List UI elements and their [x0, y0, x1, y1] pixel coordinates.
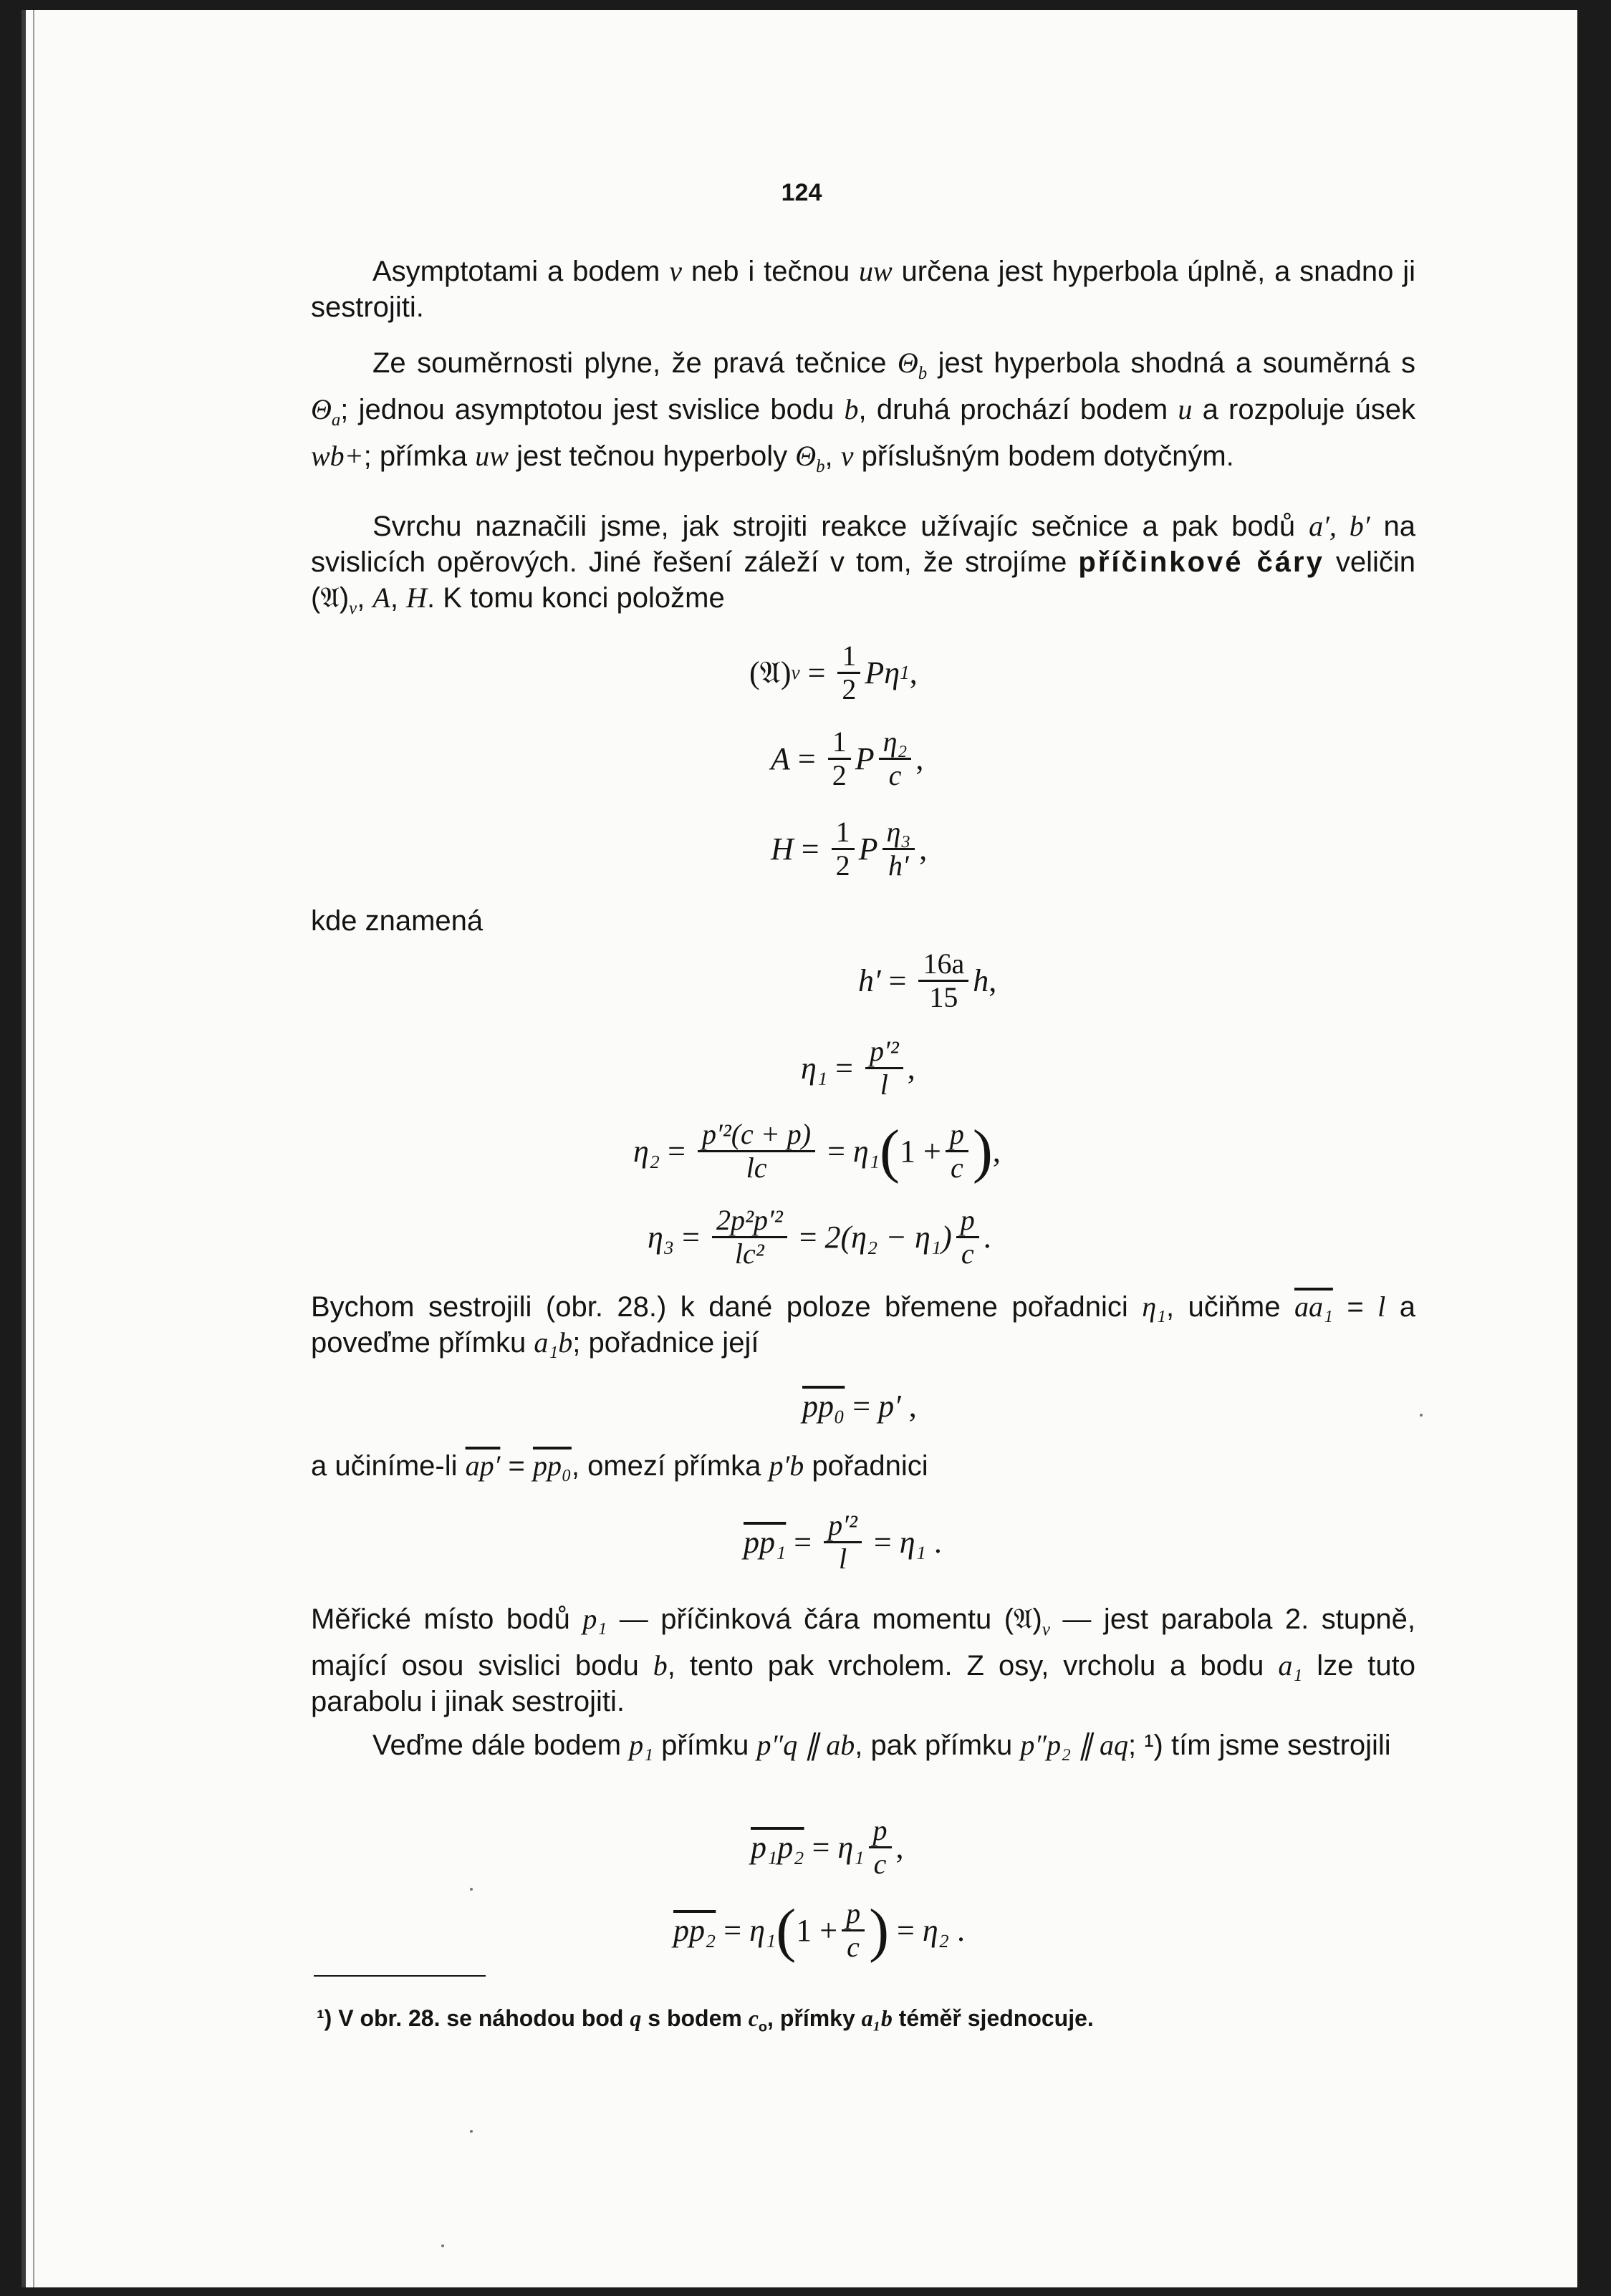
- equation-7: η₃ = $\frac{\text{2p²p′²}}{\text{lc²}}$ = 2(η₂ − η₁) $\frac{p}{c}$ .: [648, 1204, 991, 1270]
- paragraph-6: Měřické místo bodů p₁ — příčinková čára momentu $(𝔄)_v$ — jest parabola 2. stupně, mající osou svislici bodu b, tento pak vrcholem. Z osy, vrcholu a bodu a₁ lze tuto parabolu i jinak sestrojiti.: [311, 1603, 1416, 1717]
- scan-speck: [441, 2244, 444, 2247]
- paragraph-3: Svrchu naznačili jsme, jak strojiti reakce užívajíc sečnice a pak bodů a′, b′ na svislicích opěrových. Jiné řešení záleží v tom, že strojíme příčinkové čáry veličin $(𝔄)_v$, A, H. K tomu konci položme: [311, 510, 1416, 618]
- equation-3: H = $\frac{1}{2}$ P $\frac{\text{η₃}}{h'}$ ,: [771, 816, 928, 882]
- equation-1: (𝔄) v = $\frac{1}{2}$ Pη 1 ,: [749, 640, 918, 705]
- scan-speck: [1420, 1414, 1423, 1417]
- equation-10: p₁p₂ = η₁ $\frac{p}{c}$ ,: [751, 1814, 904, 1880]
- book-page: [21, 10, 1577, 2287]
- footnote-rule: [314, 1975, 486, 1977]
- page-number: 124: [781, 179, 822, 206]
- equation-8: pp₀ = p′ ,: [802, 1389, 917, 1424]
- paragraph-2: Ze souměrnosti plyne, že pravá tečnice $\Theta_b$ jest hyperbola shodná a souměrná s $\Theta_a$; jednou asymptotou jest svislice bodu b, druhá prochází bodem u a rozpoluje úsek wb+; přímka uw jest tečnou hyperboly $\Theta_b$, v příslušným bodem dotyčným.: [311, 347, 1416, 476]
- equation-4: h′ = $\frac{16a}{15}$ h ,: [858, 947, 997, 1013]
- equation-2: A = $\frac{1}{2}$ P $\frac{\text{η₂}}{c}$ ,: [771, 725, 924, 791]
- equation-9: pp₁ = $\frac{\text{p′²}}{l}$ = η₁ .: [744, 1509, 942, 1575]
- footnote: ¹) V obr. 28. se náhodou bod q s bodem $c_o$, přímky a₁b téměř sjednocuje.: [317, 2005, 1094, 2035]
- paragraph-4: Bychom sestrojili (obr. 28.) k dané poloze břemene pořadnici η₁, učiňme aa₁ = l a poveďme přímku a₁b; pořadnice její: [311, 1291, 1415, 1359]
- paragraph-1: Asymptotami a bodem v neb i tečnou uw určena jest hyperbola úplně, a snadno ji sestrojiti.: [311, 255, 1415, 323]
- equation-11: pp₂ = η₁ ( 1 + $\frac{p}{c}$ ) = η₂ .: [673, 1896, 965, 1964]
- kde-znamena-label: kde znamená: [311, 905, 484, 937]
- paragraph-7: Veďme dále bodem p₁ přímku p″q ∥ ab, pak přímku p″p₂ ∥ aq; ¹) tím jsme sestrojili: [372, 1729, 1391, 1761]
- scan-speck: [470, 2130, 473, 2133]
- equation-6: η₂ = $\frac{\text{p′²(c + p)}}{lc}$ = η₁ ( 1 + $\frac{p}{c}$ ) ,: [633, 1117, 1001, 1185]
- scan-speck: [470, 1888, 473, 1891]
- paragraph-5: a učiníme-li ap′ = pp₀, omezí přímka p′b pořadnici: [311, 1450, 928, 1482]
- equation-5: η₁ = $\frac{\text{p′²}}{l}$ ,: [801, 1035, 915, 1101]
